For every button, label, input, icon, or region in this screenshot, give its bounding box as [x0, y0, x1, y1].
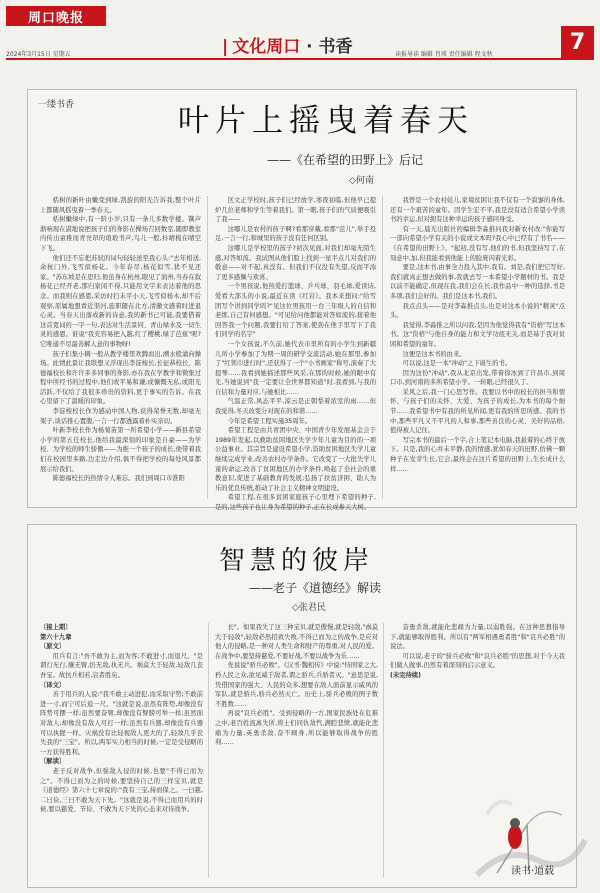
paragraph: 孩子们集小稠一般从教学楼里欢腾而出,溯水般涌向操场。此情此景让我联想又浮现出李淀梭长,长征恭校长、陈德福校长和许许多多同事的身影,亦在我在学教学和徵集过程中所经书的过程中,他们或平易和谦,或慷慨无私,或阳光活跃,不仅给了我很多珍贵的资料,更于事实的告诉。在我心里留下了温暖的印象。 [40, 350, 201, 406]
paragraph: 叶新李校长作为杨菊苗第一所希望小学——新县希望小学的第五任校长,他给我最深刻的印象是自豪——为学校、为学校的师生骄傲——为推一个孩子的成长,他带着我们在校园里多路,边走边介绍,俱不得把学校的每处风景都展示给我们。 [40, 427, 201, 473]
masthead-logo: 周口晚报 [6, 6, 106, 26]
paragraph: 气温正常,风态平平,涼云是正朝梨着浓室的雨……但我觉得,冬天改变分对现在的和谐…… [215, 398, 376, 416]
paragraph: 我觉得,李淼推之所以问我,是因为他觉得我有"资格"写这本书。这"资格"与他自身的能力和文学功底无关,而是基于我对贫困和希望的童年。 [390, 321, 565, 348]
paragraph: 第六十九章 [40, 633, 72, 641]
paragraph: 希望工程,在很多贫困家庭孩子心里埋下希望的种子,是的,这些孩子也让身为希望的种子,正在长成参天大树。 [215, 494, 376, 511]
column-divider [208, 623, 209, 878]
column-label: 一缕书香 [38, 100, 75, 110]
paragraph: 先说说"骄兵必败"。《汉书·魏相传》中说:"恃国家之大,矜人民之众,欲见威于敌者,谓之骄兵,兵骄者灭。"意思是说,凭借国家的强大、人民的众多,想要在敌人面前显示威风的军队,就是骄兵,骄兵必然灭亡。历史上,骄兵必败的例子数不胜数…… [215, 662, 378, 708]
article-2-author: ◇张君民 [292, 603, 326, 613]
paragraph: 我曾是一个农村娃儿,家境贫困让我不仅有一个寂寥的身体,还有一个艰苦的童年。因学生宏不平,我是没有适合希望小学读书的幸运,但对拥有这种幸运的孩子感同身受。 [390, 197, 565, 224]
article-1-col-1 [40, 196, 201, 499]
paragraph: 一个女孩说,不久前,她代表市里所有的小学生到新疆儿所小学参加了为期一周的研学交流活动,她在那里,参加了"红领巾进行时",还获得了一个"小书画家"称号,演奏了大提琴……我看到她描述那些风采,在那的时候,她的眼中有光,当她说到"我一定要让全世界都知道"时,我看到,与我的自信和力量对应,与她相比…… [215, 340, 376, 396]
date-line: 2024年3月15日 星期五 [6, 51, 71, 58]
paragraph: 陈德福校长的热情令人难忘。我们到周口市淮阳 [52, 475, 185, 483]
paragraph: 善于用兵的人说:"我不敢主动进犯,而采取守势;不敢前进一寸,而宁可后退一尺。"这就是说,虽然有阵势,却像没有阵势可摆一样;虽然要奋臂,却像没有臂膀可举一样;虽然面对敌人,却像没有敌人可打一样;虽然有兵器,却像没有兵器可以执握一样。灾祸没有比轻视敌人更大的了,轻敌几乎丧失我的"三宝"。所以,两军实力相当的时候,一定是受侵略的一方获得胜利。 [40, 691, 203, 756]
article-2-col-3 [390, 623, 565, 723]
paragraph: 〔解读〕 [40, 758, 66, 766]
article-2-subtitle: ——老子《道德经》解读 [249, 581, 382, 595]
paragraph: 老子反对战争,但强敌入侵的时候,也要"不得已而为之"。不得已而为之的时候,要坚持自己的三样宝贝,就是《道德经》第六十七章说的:"我有三宝,持而保之。一曰慈,二曰俭,三曰不敢为天下先。"这就是说,不得已而用兵的时候,要以慈爱、节俭、不敢为天下先的心态来对待战争。 [40, 767, 203, 814]
art-caption: 读书·道载 [511, 866, 555, 877]
article-1-col-3 [390, 196, 565, 499]
paragraph: 要是,这本书,由事全力投入其中,我有。刘是,我们把它写好,我们就真正想去做的事,我就去写一本希望小学题材的书。我是以前不能确定,但现在我,我们会在长,我作品中一种的选择,书是多项,我们会好的。我们是这本书,我们。 [390, 264, 565, 300]
paragraph: 因为这份"冲动",我从北京出发,带着徐冰到了许昌市,到周口市,到河南的多所希望小学。一转眼,已经很久了。 [390, 369, 565, 387]
paragraph: 他们还不忘把苏轼的词句轻轻送至我心头:"去年相送,余杭门外,飞雪似杨花。今年春尽,杨花似雪,犹不见还家。"苏东坡是在思归,他虽身在杭州,眼见了润州,当春在叙杨花已经开老,那归家闲不得,只能用文字来表达着他的思念。而我则在感恩,采访时扫未平小天,飞雪似杨木,却不后观察,原属地想看近渠河,旅职随在北方,清澈文感着时进退心灵。当春天出落成新的诗意,我的新书已可能,我要借着这首宽词的一字一句,表达对生活景同、青山绿水及一切生灵的感恩。谁说"我充容易把入越,红了樱桃,绿了芭蕉"呢?它唯通不尽最善解人意的事物呀! [40, 254, 201, 348]
article-2-col-2 [215, 623, 378, 878]
section-sub: 书香 [318, 37, 353, 57]
paragraph: 〔接上期〕 [40, 624, 72, 631]
paragraph: 区文正学校时,孩子们已经放学,寒夜初临,但他早已提炉几位老师和学生等着我们。第一眼,孩子们的气质便吸引了我—— [215, 197, 376, 224]
paragraph: 奋勇杀敌,就能化悲痛为力量,以弱胜强。在这种思想指导下,就能够取得胜利。所以有"两军相遇勇者胜"和"哀兵必胜"的说法。 [390, 624, 565, 651]
paragraph: 今年是希望工程实施35周年。 [227, 417, 312, 425]
paragraph: 采风之后,我一门心思写作。我要以书中的校长的担当和情怀、与孩子们的关怀、大爱、为孩子的成长,为本书的每个细节……我希望书中有我的所见所闻,更有我的所思所感。我的书中,那些平凡又不平凡的人和事,那些善良的心灵、美好的品格,值得被人记住。 [390, 388, 565, 435]
section-title: | 文化周口 · 书香 [222, 37, 353, 57]
section-name: 文化周口 [232, 37, 301, 57]
article-1-author: ◇何南 [349, 176, 374, 186]
column-divider [383, 623, 384, 878]
paragraph: 可以说,这是一本"冲动"之下诞生的书。 [402, 360, 512, 368]
paragraph: 〔原文〕 [40, 643, 66, 651]
paragraph: 写完本书的最后一个字,合上笔记本电脑,我悬着的心终于放下。只是,我的心并未平静,我的情感,犹如春天的田野,仿佛一颗种子在发芽生长,它会,最终会在这片希望的田野上,生长成什么样…… [390, 436, 565, 473]
paragraph: 可以说,老子的"骄兵必败"和"哀兵必胜"的思想,对于今天我们做人做事,仍然有着深刻的启示意义。 [390, 652, 565, 670]
column-divider [207, 196, 208, 499]
paragraph: 这便是这本书的由来。 [402, 350, 466, 358]
paragraph: 有一天,晨光出版社的编辑李淼推问我对新农村改:"你能写一部向希望小学有关的小说或文本吗?我心中已经有了书名——《在希望的田野上》。"起初,没有写,他们的书,但我坚持写了,在刻意中,加,但我能看到他能上的脸庞闪着光彩。 [390, 225, 565, 262]
paragraph: 栝树的新叶由嫩变到绿,凯旋的阳光告诉我,整个叶片上都随风摇曳着一季春天。 [40, 197, 201, 214]
column-divider [382, 196, 383, 499]
paragraph: 希望工程是由共青团中央、中国青少年发展基金会于1989年发起,以救助贫困地区失学少年儿童为目的的一项公益事业。其宗旨是建设希望小学,资助贫困地区失学儿童继续完成学业,改善农村办学条件。它改变了一大批失学儿童的命运,改善了贫困地区的办学条件,唤起了全社会的重教意识,促进了基础教育的发展;弘扬了扶贫济困、助人为乐的优良传统,推动了社会主义精神文明建设。 [215, 427, 376, 492]
paragraph: 〔译文〕 [40, 681, 66, 689]
paragraph: 长"。如果我失了这三种宝贝,就是傲慢,就是轻敌,"祸莫大于轻敌",轻敌必然招致失败,不得已而为之的战争,是应对他人的侵略,是一种对人类生命和财产的尊重,对人民的爱。在战争中,要坚持慈爱,不要好战,不要以战争为乐…… [215, 624, 378, 660]
article-1-title: 叶片上摇曳着春天 [178, 103, 474, 139]
paragraph: 这哪儿是农村的孩子啊?看那穿戴,看那"范儿",举手投足,一言一行,和城里的孩子没有任何区别。 [215, 225, 376, 243]
paragraph: 一个男孩说,他热爱打篮球、乒乓球、羽毛球,爱读诗,爱看大部头的小说,最近在读《红岩》。我本来想问:"给雪团写个讲到同学吗?"见这位男孩用一台三年级人的自信和老练,自己有何感想。"可见给问他都能对答如流的,接着他回答我一个问题,我要打给了答案,使劲在他手里写下了我们同学的名字" [215, 283, 376, 339]
paragraph: 再说"哀兵必胜"。受到侵略的一方,国家民族处在危难之中,老百姓流离失所,将士们同仇敌忾,满腔悲愤,就能化悲痛为力量,英勇杀敌,奋不顾身,所以能够取得战争的胜利…… [215, 710, 378, 747]
paragraph: 李淀梭校长作为感动中国人物,获得荣誉无数,却毫无架子,谈话推心置腹,一言一行都透露着朴实亲切。 [40, 408, 201, 425]
article-1-col-2 [215, 196, 376, 511]
page-number: 7 [561, 26, 594, 59]
editors-line: 读报导读 编辑 肖瑛 责任编辑 程文秋 [395, 51, 493, 58]
paragraph: 栝树嫩绿中,有一阶小岁,只有一条儿多数学楼。镌声渐响现在湛地说把孩子们的身影在操场召回数室,随即教室内传出童稚而青亮昂的琅琅书声,鸟儿一般,抖晴梳在晴空下飞。 [40, 216, 201, 252]
header-rule [6, 58, 594, 60]
paragraph: 我点点头——是对李淼推点头,也是对这本小说的"精灵"点头。 [390, 302, 565, 320]
article-1-subtitle: ——《在希望的田野上》后记 [267, 153, 424, 167]
article-2-title: 智慧的彼岸 [219, 546, 375, 576]
paragraph: (未完待续) [390, 671, 421, 679]
paragraph: 这哪儿是学校里的孩子?初次见面,对我们却毫无陌生感,对答如流。我试图从他们脸上找到一星半点儿对我们的敬意——对不起,真没有。但我们不仅没有失望,反而平添了更多感佩与欢喜。 [215, 244, 376, 281]
section-bar-icon: | [222, 37, 229, 57]
article-2-col-1 [40, 623, 203, 878]
paragraph: 用兵有言:"吾不敢为主,而为客;不敢进寸,而退尺。"是谓行无行,攘无臂,扔无敌,执无兵。祸莫大于轻敌,轻敌几丧吾宝。故抗兵相若,哀者胜矣。 [40, 652, 203, 679]
